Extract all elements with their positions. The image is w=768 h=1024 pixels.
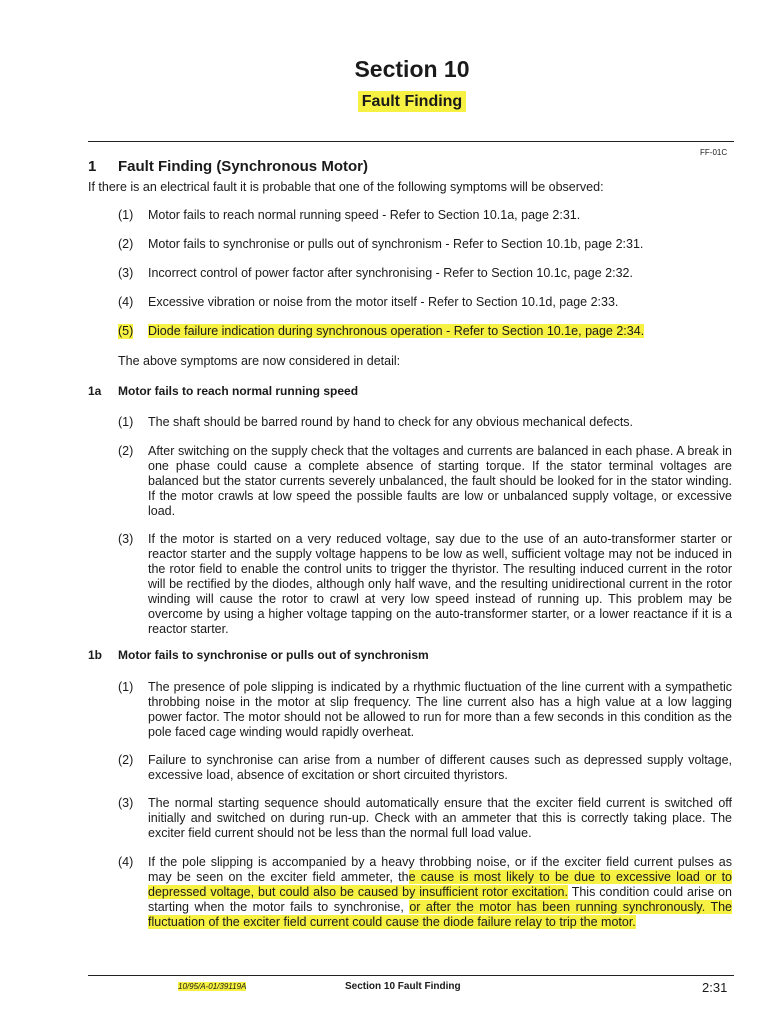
list-item: (1) The shaft should be barred round by hand to check for any obvious mechanical defects.	[118, 415, 634, 429]
list-item: (3) Incorrect control of power factor after synchronising - Refer to Section 10.1c, page 2:32.	[118, 266, 633, 280]
intro-text: If there is an electrical fault it is probable that one of the following symptoms will be observed:	[88, 180, 604, 194]
list-item: (1) The presence of pole slipping is indicated by a rhythmic fluctuation of the line current with a sympathetic throbbing noise in the motor at slip frequency. The line current also has a high value at a low lagging power factor. The motor should not be allowed to run for more than a few seconds in this condition as the pole faced cage winding would rapidly overheat.	[118, 680, 732, 739]
list-item-highlighted: (5) Diode failure indication during synchronous operation - Refer to Section 10.1e, page 2:34.	[118, 324, 645, 338]
list-item: (1) Motor fails to reach normal running speed - Refer to Section 10.1a, page 2:31.	[118, 208, 581, 222]
list-item: (3) The normal starting sequence should automatically ensure that the exciter field current is switched off initially and switched on during run-up. Check with an ammeter that this is correctly taking place. The exciter field current should not be less than the normal full load value.	[118, 796, 732, 840]
heading-1b: 1b Motor fails to synchronise or pulls out of synchronism	[88, 648, 429, 662]
header-rule	[88, 141, 734, 142]
list-item: (2) Failure to synchronise can arise from a number of different causes such as depressed supply voltage, excessive load, absence of excitation or short circuited thyristors.	[118, 753, 732, 782]
page-number: 2:31	[702, 980, 728, 995]
heading-1: 1 Fault Finding (Synchronous Motor)	[88, 158, 368, 175]
list-item: (4) Excessive vibration or noise from the motor itself - Refer to Section 10.1d, page 2:33.	[118, 295, 619, 309]
list-item-partially-highlighted: (4) If the pole slipping is accompanied by a heavy throbbing noise, or if the exciter field current pulses as may be seen on the exciter field ammeter, the cause is most likely to be due to excessive load or to depressed voltage, but could also be caused by insufficient rotor excitation. This condition could arise on starting when the motor fails to synchronise, or after the motor has been running synchronously. The fluctuation of the exciter field current could cause the diode failure relay to trip the motor.	[118, 855, 732, 929]
heading-1a: 1a Motor fails to reach normal running speed	[88, 384, 359, 398]
footer-rule	[88, 975, 734, 976]
doc-code: FF-01C	[700, 148, 728, 157]
list-item: (2) After switching on the supply check that the voltages and currents are balanced in each phase. A break in one phase could cause a complete absence of starting torque. If the stator terminal voltages are balanced but the stator currents severely unbalanced, the fault should be looked for in the stator winding. If the motor crawls at low speed the possible faults are low or unbalanced supply voltage, or excessive load.	[118, 444, 732, 518]
list-item: (3) If the motor is started on a very reduced voltage, say due to the use of an auto-transformer starter or reactor starter and the supply voltage happens to be low as well, sufficient voltage may not be induced in the rotor field to enable the control units to trigger the thyristor. The resulting induced current in the rotor will be rectified by the diodes, although only half wave, and the resulting unidirectional current in the rotor winding will cause the rotor to crawl at very low speed instead of running up. This problem may be overcome by using a higher voltage tapping on the auto-transformer starter, or a lower reactance if it is a reactor starter.	[118, 532, 732, 636]
symptoms-note: The above symptoms are now considered in detail:	[118, 354, 401, 368]
list-item: (2) Motor fails to synchronise or pulls out of synchronism - Refer to Section 10.1b, page 2:31.	[118, 237, 644, 251]
footer-section: Section 10 Fault Finding	[345, 981, 461, 992]
footer-doc-code: 10/95/A-01/39119A	[178, 982, 247, 991]
section-title: Section 10	[354, 56, 470, 82]
section-subtitle: Fault Finding	[0, 93, 768, 111]
